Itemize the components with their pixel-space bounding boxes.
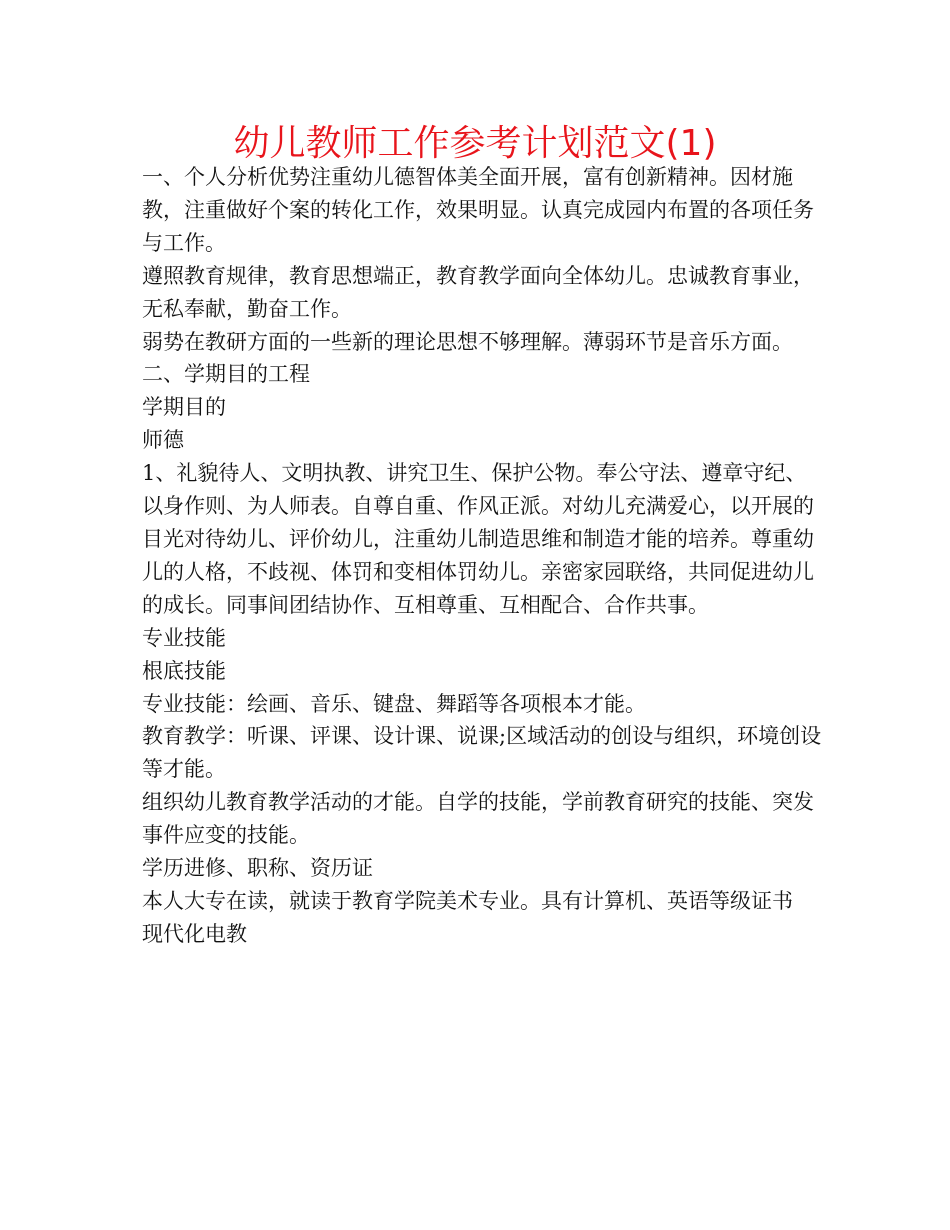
document-body: [142, 161, 822, 951]
paragraph-organization-skills: 组织幼儿教育教学活动的才能。自学的技能，学前教育研究的技能、突发事件应变的技能。: [142, 790, 814, 848]
heading-semester-goal: 学期目的: [142, 395, 226, 420]
heading-basic-skills: 根底技能: [142, 658, 226, 683]
heading-semester-project: 二、学期目的工程: [142, 362, 310, 387]
paragraph-personal-analysis: 一、个人分析优势注重幼儿德智体美全面开展，富有创新精神。因材施教，注重做好个案的转化工作，效果明显。认真完成园内布置的各项任务与工作。: [142, 165, 814, 255]
heading-modern-education-tech: 现代化电教: [142, 921, 247, 946]
paragraph-teaching-skills: 教育教学：听课、评课、设计课、说课;区域活动的创设与组织，环境创设等才能。: [142, 724, 822, 782]
heading-education-credentials: 学历进修、职称、资历证: [142, 856, 373, 881]
paragraph-education-principles: 遵照教育规律，教育思想端正，教育教学面向全体幼儿。忠诚教育事业，无私奉献，勤奋工作。: [142, 263, 814, 321]
paragraph-ethics-details: 1、礼貌待人、文明执教、讲究卫生、保护公物。奉公守法、遵章守纪、以身作则、为人师表。自尊自重、作风正派。对幼儿充满爱心，以开展的目光对待幼儿、评价幼儿，注重幼儿制造思维和制造才能的培养。尊重幼儿的人格，不歧视、体罚和变相体罚幼儿。亲密家园联络，共同促进幼儿的成长。同事间团结协作、互相尊重、互相配合、合作共事。: [142, 461, 814, 617]
paragraph-skill-list: 专业技能：绘画、音乐、键盘、舞蹈等各项根本才能。: [142, 691, 646, 716]
heading-professional-skills: 专业技能: [142, 625, 226, 650]
heading-teacher-ethics: 师德: [142, 428, 184, 453]
paragraph-weakness: 弱势在教研方面的一些新的理论思想不够理解。薄弱环节是音乐方面。: [142, 329, 793, 354]
paragraph-degree-info: 本人大专在读，就读于教育学院美术专业。具有计算机、英语等级证书: [142, 888, 793, 913]
document-title: 幼儿教师工作参考计划范文(1): [233, 123, 717, 164]
